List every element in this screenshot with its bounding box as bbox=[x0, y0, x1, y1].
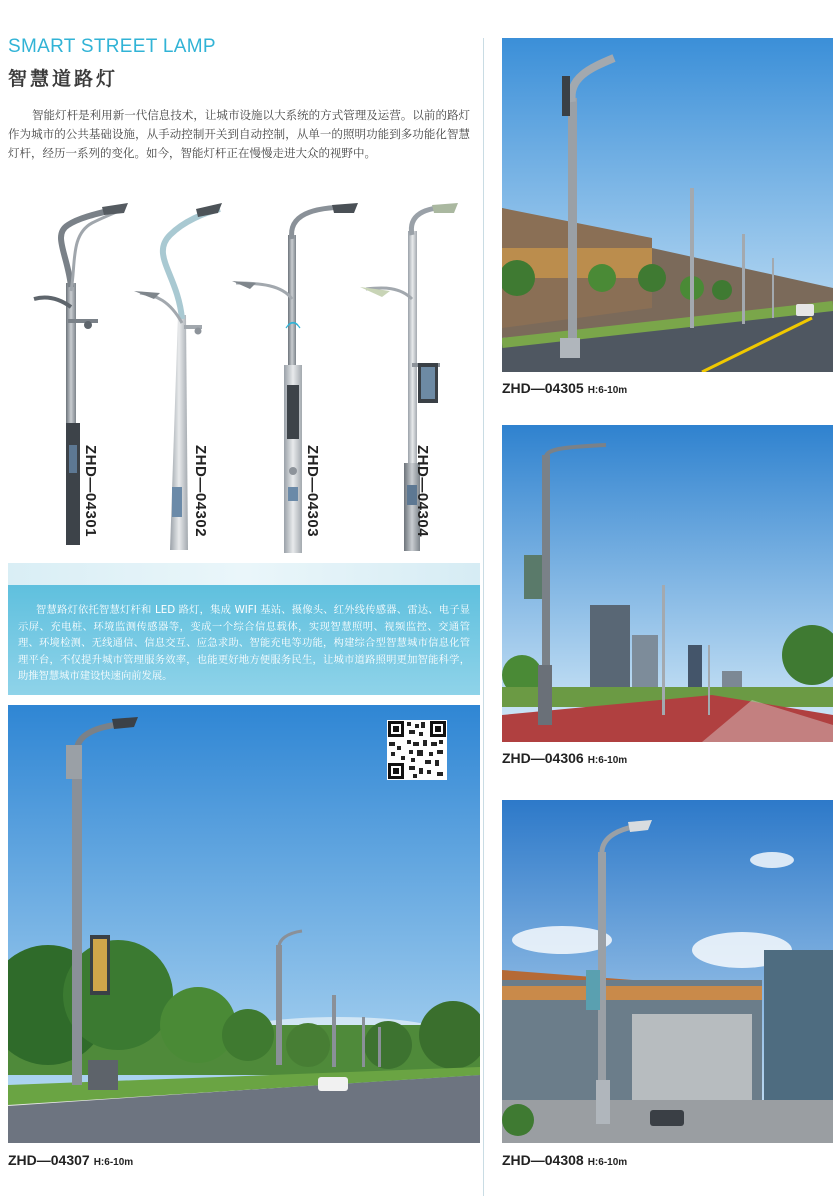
product-code-04302: ZHD—04302 bbox=[192, 445, 209, 538]
caption-code: ZHD—04307 bbox=[8, 1152, 90, 1168]
caption-04307 bbox=[8, 1152, 133, 1168]
caption-height: H:6-10m bbox=[587, 385, 628, 396]
info-band-top-strip bbox=[8, 563, 480, 585]
caption-04306 bbox=[502, 750, 627, 766]
caption-04305 bbox=[502, 380, 627, 396]
caption-height: H:6-10m bbox=[587, 755, 628, 766]
caption-code: ZHD—04308 bbox=[502, 1152, 584, 1168]
product-code-04301: ZHD—04301 bbox=[82, 445, 99, 538]
product-lineup bbox=[20, 195, 470, 565]
product-pole-04304 bbox=[360, 203, 458, 551]
column-divider bbox=[483, 38, 484, 1196]
caption-height: H:6-10m bbox=[587, 1157, 628, 1168]
scene-image-04306 bbox=[502, 425, 833, 742]
product-pole-04303 bbox=[232, 203, 358, 553]
product-pole-04301 bbox=[34, 203, 128, 545]
product-code-04304: ZHD—04304 bbox=[414, 445, 431, 538]
scene-image-04305 bbox=[502, 38, 833, 372]
caption-04308 bbox=[502, 1152, 627, 1168]
qr-code bbox=[387, 720, 447, 780]
header-title-en: SMART STREET LAMP bbox=[8, 36, 216, 57]
product-code-04303: ZHD—04303 bbox=[304, 445, 321, 538]
caption-code: ZHD—04306 bbox=[502, 750, 584, 766]
header-title-cn: 智慧道路灯 bbox=[8, 68, 119, 90]
intro-paragraph: 智能灯杆是利用新一代信息技术，让城市设施以大系统的方式管理及运营。以前的路灯作为城市的公共基础设施，从手动控制开关到自动控制，从单一的照明功能到多功能化智慧灯杆，经历一系列的变化。如今，智能灯杆正在慢慢走进大众的视野中。 bbox=[8, 108, 470, 160]
caption-height: H:6-10m bbox=[93, 1157, 134, 1168]
caption-code: ZHD—04305 bbox=[502, 380, 584, 396]
scene-image-04308 bbox=[502, 800, 833, 1143]
info-paragraph: 智慧路灯依托智慧灯杆和 LED 路灯，集成 WIFI 基站、摄像头、红外线传感器、雷达、电子显示屏、充电桩、环境监测传感器等，变成一个综合信息载体，实现智慧照明、视频监控、交通管理、环境检测、无线通信、信息交互、应急求助、智能充电等功能，构建综合型智慧城市信息化管理平台，不仅提升城市管理服务效率，也能更好地方便服务民生，让城市道路照明更加智能科学，助推智慧城市建设快速向前发展。 bbox=[18, 604, 470, 682]
